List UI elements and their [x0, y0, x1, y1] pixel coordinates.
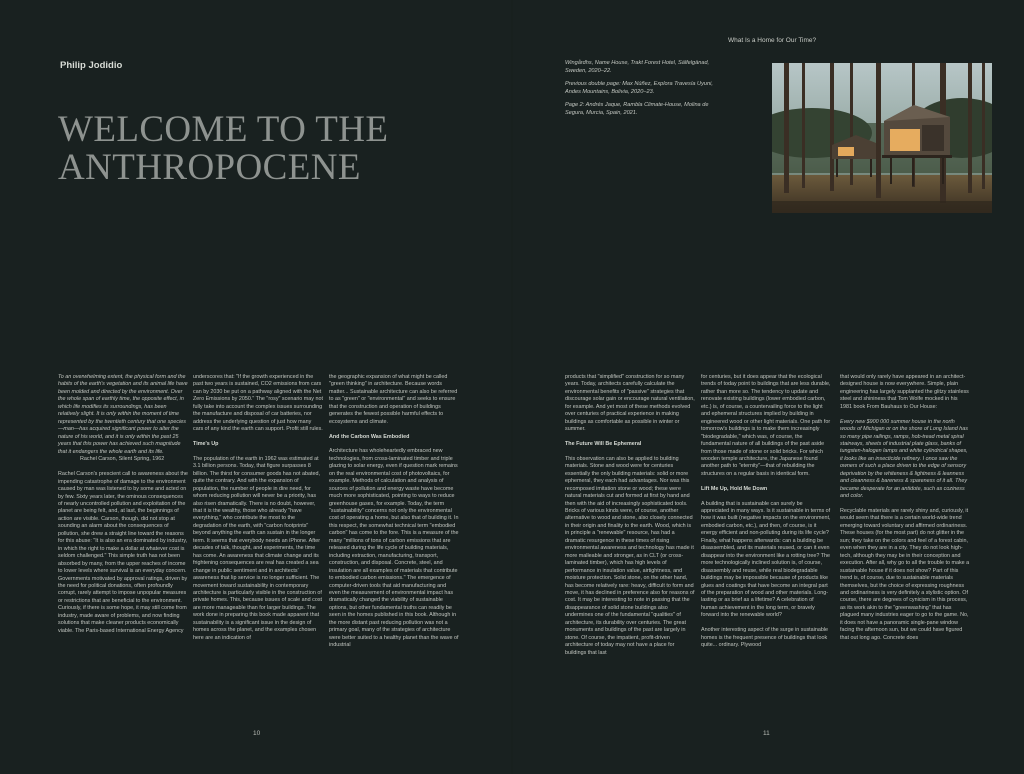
- forest-treehouse-photo: [772, 63, 992, 213]
- caption: Page 2: Andrés Jaque, Rambla Climate-House, Molina de Segura, Murcia, Spain, 2021.: [565, 102, 709, 116]
- body-paragraph: The population of the earth in 1962 was estimated at 3.1 billion persons. Today, that figure surpasses 8 billion. The thirst for consumer goods has not abated, quite the contrary. And with the expansion of population, the number of people in dire need, for whom reducing pollution will never be a priority, has also risen dramatically. There is no doubt, however, that it is the wealthy, those who already "have everything," who contribute the most to the degradation of the earth, with "carbon footprints" beyond anything the earth can sustain in the longer term. It seems that everybody needs an iPhone. After decades of talk, thought, and experiments, the time has come. An awareness that climate change and its frightening consequences are real has created a sea change in public sentiment and in architects' awareness that lip service is no longer sufficient. The movement toward sustainability in contemporary architecture is particularly visible in the construction of private homes. This, because issues of scale and cost are more manageable than for larger buildings. The work done in preparing this book made apparent that sustainability is a significant issue in the design of homes across the planet, and the examples chosen here are an indication of: [193, 455, 323, 641]
- author-name: Philip Jodidio: [60, 60, 123, 71]
- epigraph-attribution: Rachel Carson, Silent Spring, 1962: [80, 456, 165, 463]
- body-paragraph: Architecture has wholeheartedly embraced new technologies, from cross-laminated timber and triple glazing to solar energy, even if question mark remains on the real environmental cost of photovoltaics, for example. Methods of calculation and analysis of sources of pollution and energy waste have become much more sophisticated, pointing to ways to reduce greenhouse gases, for example. Today, the term "sustainability" concerns not only the environmental cost of operating a home, but also that of building it. In this respect, the somewhat technical term "embodied carbon" has come to the fore. This is a measure of the many "millions of tons of carbon emissions that are released during the life cycle of building materials, including extraction, manufacturing, transport, construction, and disposal. Concrete, steel, and insulation are all examples of materials that contribute to embodied carbon emissions." The emergence of computer-driven tools that aid manufacturing and even the measurement of environmental impact has dramatically changed the viability of sustainable options, but other fundamental truths can readily be seen in the homes published in this book. Although in the more distant past reducing pollution was not a primary goal, many of the strategies of architecture were better suited to a healthy planet than the wave of industrial: [329, 448, 459, 649]
- photo-captions: [565, 60, 713, 124]
- page-number-right: 11: [763, 730, 770, 737]
- chapter-title-line-1: WELCOME TO THE: [58, 109, 389, 150]
- body-paragraph: products that "simplified" construction for so many years. Today, architects carefully calculate the environmental benefits of "passive" strategies that discourage solar gain or encourage natural ventilation, for example. And yet most of these methods evolved over centuries of practical experience in making buildings as comfortable as possible in winter or summer.: [565, 374, 695, 433]
- text-column-2: [193, 374, 323, 650]
- body-paragraph: A building that is sustainable can surely be appreciated in many ways. Is it sustainable in terms of how it was built (negative impacts on the environment, embodied carbon, etc.), and then, of course, is it energy efficient and non-polluting during its life cycle? Finally, what happens afterwards: can a building be disassembled, and its materials reused, or can it even disappear into the environment like a rotting tree? The more technologically inclined solution is, of course, disassembly and reuse, while real biodegradable buildings may be impossible because of products like glues and coatings that have become an integral part of the preparation of wood and other materials. Long-lasting or as brief as a lifetime? A celebration of human achievement in the long term, or bravely forward into the renewable world?: [701, 500, 831, 619]
- text-column-5: [701, 374, 831, 657]
- epigraph: To an overwhelming extent, the physical form and the habits of the earth's vegetation and its animal life have been molded and directed by the environment. Over the whole span of earthly time, the opposite effect, in which life modifies its surroundings, has been relatively slight. It is only within the moment of time represented by the twentieth century that one species—man—has acquired significant power to alter the nature of his world, and it is only within the past 25 years that this power has achieved such magnitude that it endangers the whole earth and its life.: [58, 374, 188, 455]
- text-column-4: [565, 374, 695, 664]
- body-paragraph: the geographic expansion of what might be called "green thinking" in architecture. Because words matter... Sustainable architecture can also be referred to as "green" or "environmental" and seeks to ensure that the construction and operation of buildings generates the fewest possible harmful effects to ecosystems and climate.: [329, 374, 458, 425]
- text-column-6: [840, 374, 970, 650]
- section-heading: Lift Me Up, Hold Me Down: [701, 485, 768, 492]
- text-column-1: [58, 374, 188, 643]
- body-paragraph: Rachel Carson's prescient call to awareness about the impending catastrophe of damage to the environment caused by man was listened to by some and acted on by few. Sixty years later, the ominous consequences of nearly uncontrolled pollution and exploitation of the planet are being felt, and, at last, the beginnings of action are visible. Carson, though, did not stop at sounding an alarm about the consequences of pollution, she drew a straight line toward the reasons for this abuse: "It is also an era dominated by industry, in which the right to make a dollar at whatever cost is seldom challenged." This simple truth has not been absorbed by many, from the upper reaches of income to lower levels where survival is an everyday concern. Governments motivated by approval ratings, driven by the need for political donations, often profoundly corrupt, rarely attempt to impose unpopular measures or restrictions that are beneficial to the environment. Curiously, if there is some hope, it may still come from industry, made aware of problems, and now finding solutions that make cleaner products economically viable. The Paris-based International Energy Agency: [58, 471, 188, 634]
- body-paragraph: This observation can also be applied to building materials. Stone and wood were for centuries essentially the only building materials: solid or more ephemeral, they each had advantages. Nor was this recomposed imitation stone or wood; these were natural materials cut and formed at first by hand and then with the aid of increasingly sophisticated tools. Bricks of various kinds were, of course, another alternative to wood and stone, also closely connected in their origin and finality to the earth. Wood, which is in principle a "renewable" resource, has had a dramatic resurgence in these times of rising environmental awareness and technology has made it more malleable and stronger, as in CLT (or cross-laminated timber), which has high levels of performance in insulation value, airtightness, and moisture protection. Solid stone, on the other hand, has become relatively rare: heavy, difficult to form and move, it has declined in preference also for reasons of cost. It may be interesting to note in passing that the disappearance of solid stone buildings also undermines one of the fundamental "qualities" of architecture, its durability over centuries. The great monuments and buildings of the past are largely in stone. Of course, the impatient, profit-driven architecture of today may not have a place for buildings that last: [565, 455, 695, 656]
- running-head: What Is a Home for Our Time?: [728, 37, 817, 44]
- text-column-3: [329, 374, 459, 657]
- caption: Wingårdhs, Name House, Trakt Forest Hotel, Sälfelgänad, Sweden, 2020–22.: [565, 60, 710, 74]
- section-heading: And the Carbon Was Embodied: [329, 433, 410, 440]
- body-paragraph: Another interesting aspect of the surge in sustainable homes is the frequent presence of buildings that look quite... ordinary. Plywood: [701, 627, 829, 649]
- block-quote: Every new $900 000 summer house in the north woods of Michigan or on the shore of Long Island has so many pipe railings, ramps, hob-tread metal spiral stairways, sheets of industrial plate glass, banks of tungsten-halogen lamps and white cylindrical shapes, it looks like an insecticide refinery. I once saw the owners of such a place driven to the edge of sensory deprivation by the whiteness & lightness & leanness and cleanness & bareness & spareness of it all. They became desperate for an antidote, such as coziness and color.: [840, 418, 968, 500]
- chapter-title: [58, 111, 478, 187]
- section-heading: Time's Up: [193, 441, 219, 448]
- page-gutter: [511, 0, 513, 774]
- chapter-title-line-2: ANTHROPOCENE: [58, 147, 361, 188]
- body-paragraph: underscores that: "If the growth experienced in the past two years is sustained, CO2 emissions from cars can by 2030 be put on a pathway aligned with the Net Zero Emissions by 2050." The "rosy" scenario may not fully take into account the complex issues surrounding the manufacture and disposal of car batteries, nor address the underlying question of just how many cars of any kind the earth can support. Profit still rules.: [193, 374, 323, 433]
- caption: Previous double page: Max Núñez, Explora Travesía Uyuni, Andes Mountains, Bolivia, 2020–23.: [565, 81, 713, 95]
- body-paragraph: that would only rarely have appeared in an architect-designed house is now everywhere. Simple, plain engineering has largely supplanted the glitzy stainless steel and shininess that Tom Wolfe mocked in his 1981 book From Bauhaus to Our House:: [840, 374, 969, 410]
- section-heading: The Future Will Be Ephemeral: [565, 441, 642, 448]
- page-number-left: 10: [253, 730, 261, 737]
- body-paragraph: Recyclable materials are rarely shiny and, curiously, it would seem that there is a certain world-wide trend emerging toward voluntary and affirmed ordinariness. These houses (for the most part) do not glitter in the sun; they take on the colors and feel of a forest cabin, even when they are in a city. They do not look high-tech, although they may be in their conception and execution. After all, why go to all the trouble to make a sustainable house if it does not show? Part of this trend is, of course, due to sustainable materials themselves, but the choice of expressing roughness and ordinariness is very definitely a stylistic option. Of course, there are degrees of cynicism in this process, as its work akin to the "greenwashing" that has plagued many industries eager to go to the game. No, it does not have a panoramic single-pane window facing the afternoon sun, but we could have figured that out long ago. Concrete does: [840, 508, 970, 641]
- body-paragraph: for centuries, but it does appear that the ecological trends of today point to buildings that are less durable, rather than more so. The tendency to update and renovate existing buildings (lower embodied carbon, etc.) is, of course, a countervailing force to the light and ephemeral structures implied by building in engineered wood or other light materials. One path for tomorrow's buildings is to make them increasingly "biodegradable," which was, of course, the fundamental nature of all buildings of the past aside from those made of stone or solid bricks. For which wooden temple architecture, the Japanese found another path to "eternity"—that of rebuilding the structures on a regular basis in identical form.: [701, 374, 831, 477]
